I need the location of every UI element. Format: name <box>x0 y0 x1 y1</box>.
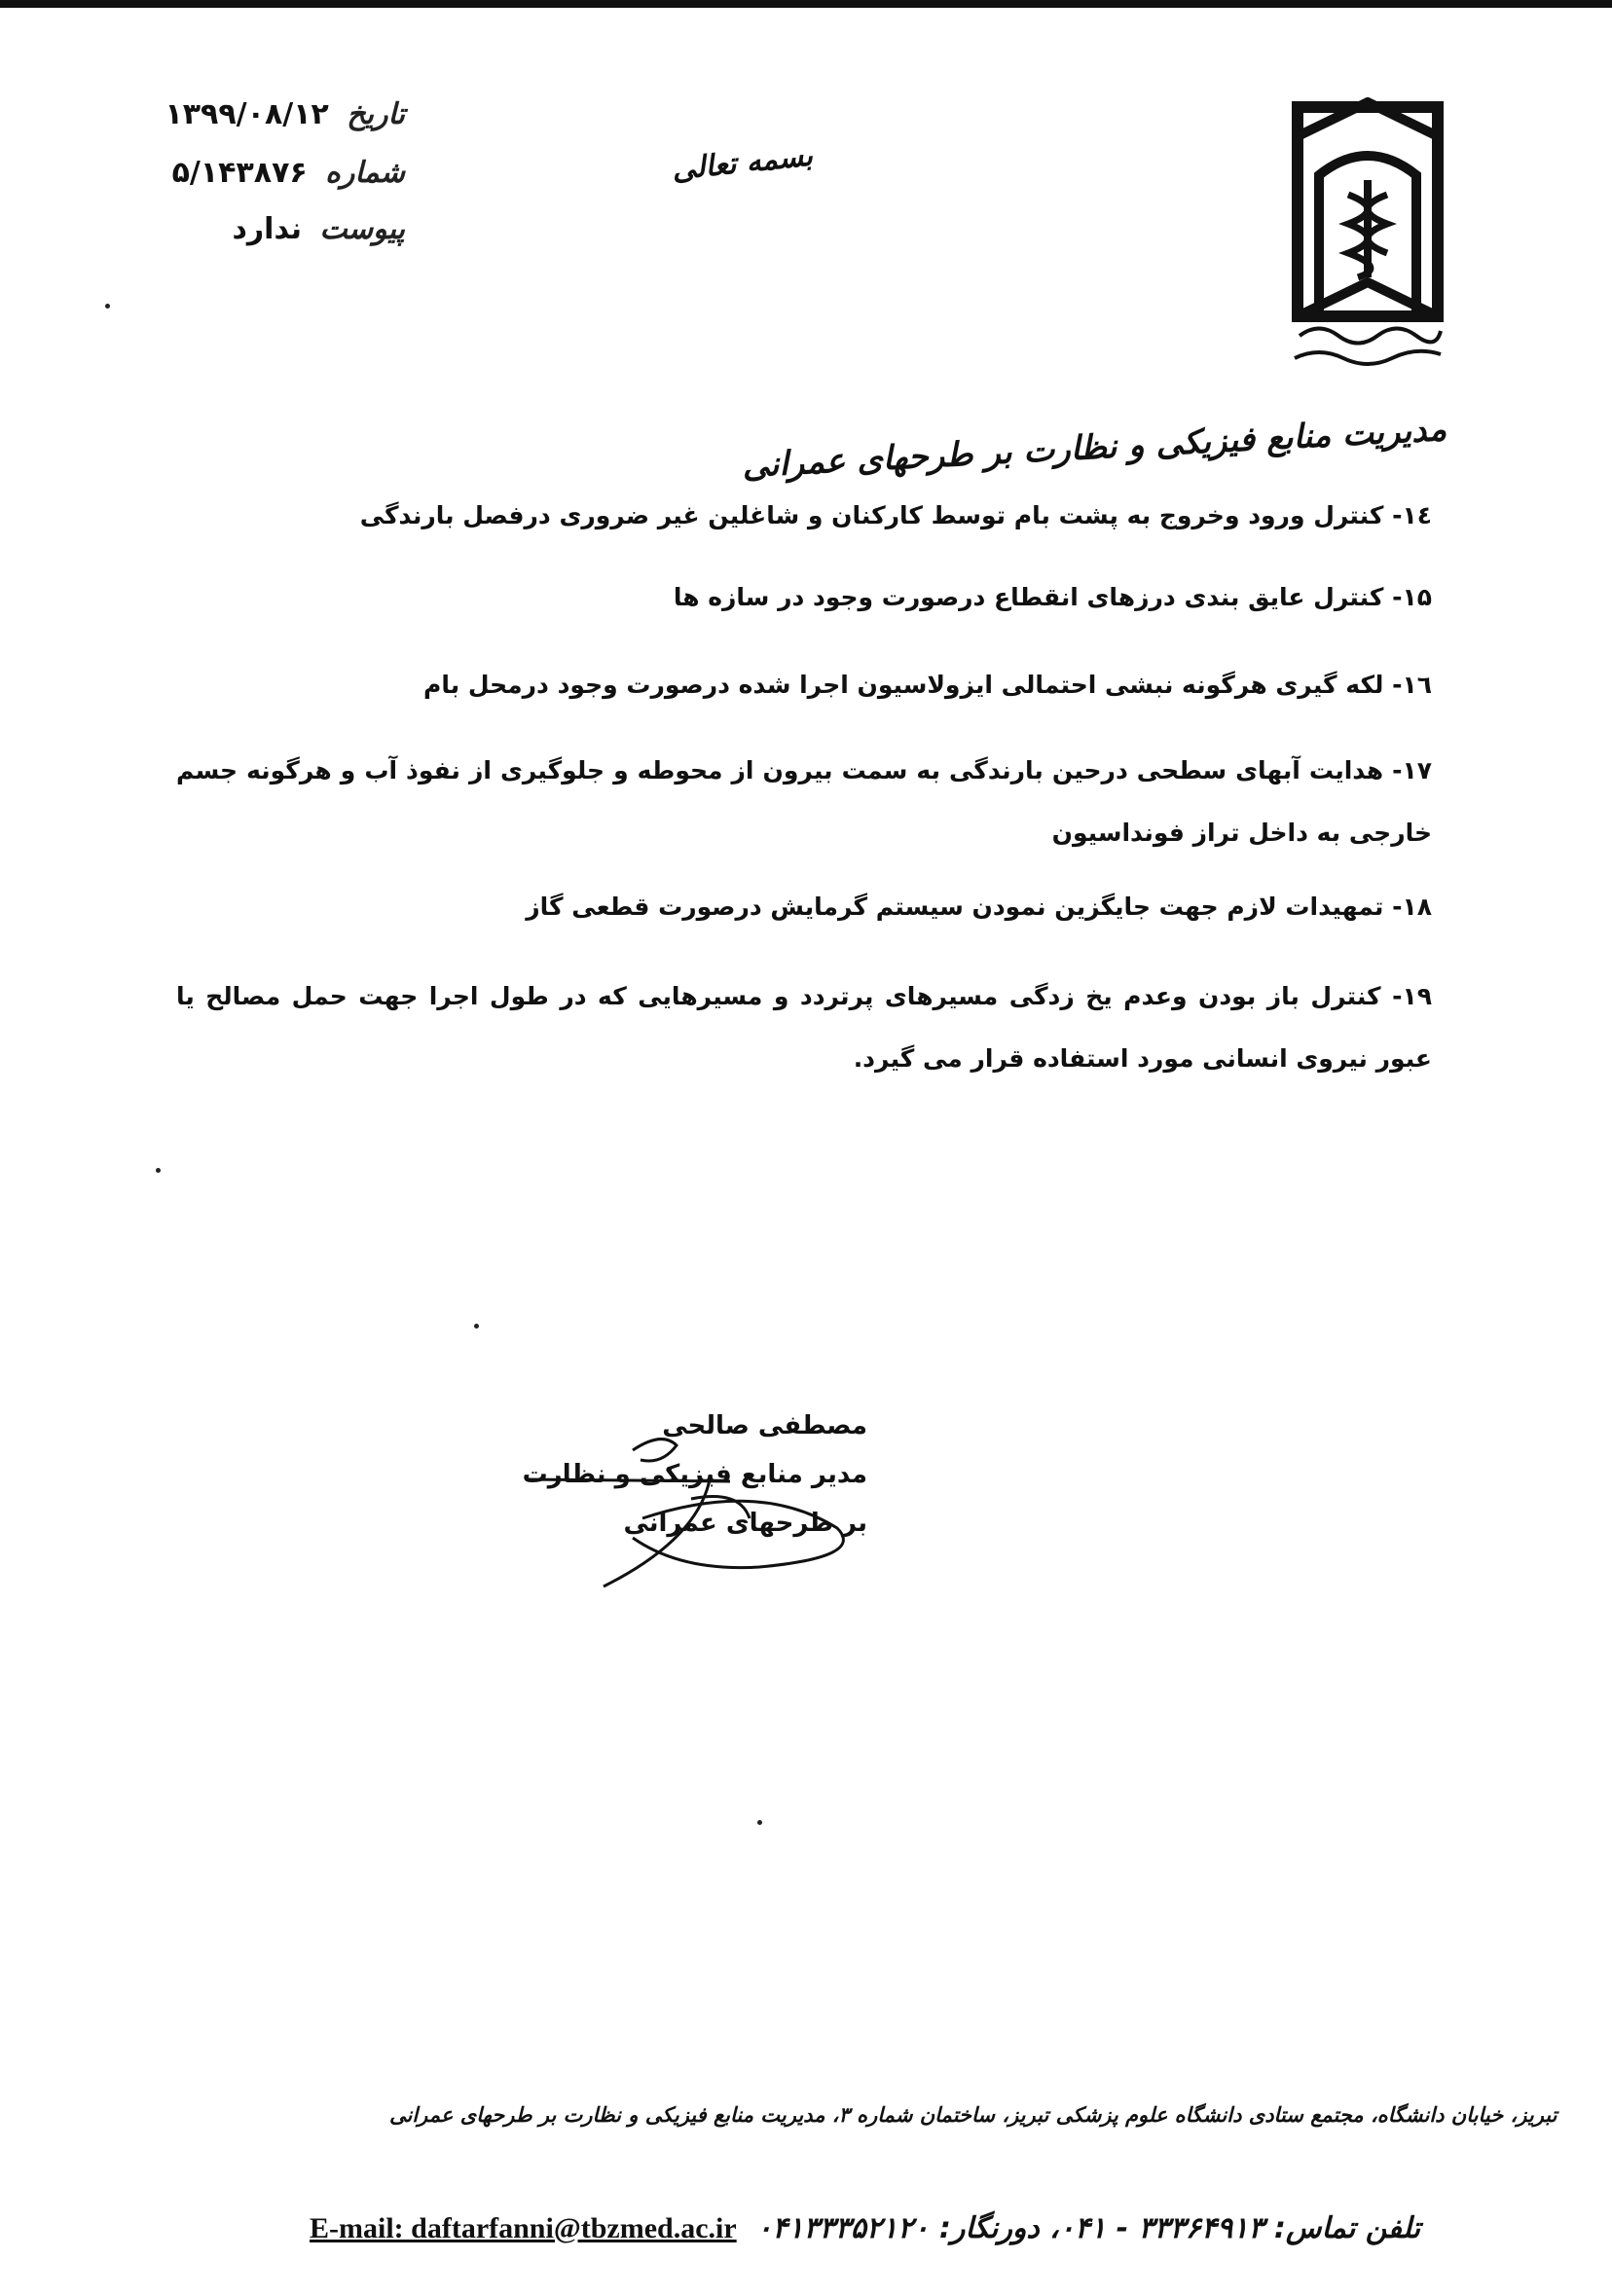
number-value: ۵/۱۴۳۸۷۶ <box>171 156 308 190</box>
date-value: ۱۳۹۹/۰۸/۱۲ <box>165 97 329 131</box>
list-item: ۱۵- کنترل عایق بندی درزهای انقطاع درصورت وجود در سازه ها <box>673 583 1432 611</box>
list-item: ۱۹- کنترل باز بودن وعدم یخ زدگی مسیرهای پرتردد و مسیرهایی که در طول اجرا جهت حمل مصالح یا عبور نیروی انسانی مورد استفاده قرار می گیرد. <box>176 982 1432 1073</box>
footer-email[interactable]: E-mail: daftarfanni@tbzmed.ac.ir <box>310 2212 737 2244</box>
university-logo <box>1290 97 1446 370</box>
footer-phones: تلفن تماس: ۳۳۳۶۴۹۱۳ - ۰۴۱، دورنگار: ۰۴۱۳۳۳۵۲۱۲۰ <box>756 2211 1421 2245</box>
number-label: شماره <box>325 156 405 190</box>
attachment-label: پیوست <box>319 212 405 246</box>
date-line <box>165 97 405 131</box>
signer-name: مصطفی صالحی <box>662 1411 867 1440</box>
attachment-line <box>233 212 406 246</box>
list-item: ۱٤- کنترل ورود وخروج به پشت بام توسط کارکنان و شاغلین غیر ضروری درفصل بارندگی <box>359 501 1432 529</box>
signature-block <box>523 1402 867 1548</box>
scan-speck <box>105 304 110 309</box>
top-border <box>0 0 1612 8</box>
signer-title-2: بر طرحهای عمرانی <box>623 1509 867 1538</box>
footer-contact <box>310 2211 1420 2245</box>
list-item: ۱٦- لکه گیری هرگونه نبشی احتمالی ایزولاسیون اجرا شده درصورت وجود درمحل بام <box>423 671 1432 699</box>
list-item: ۱۷- هدایت آبهای سطحی درحین بارندگی به سمت بیرون از محوطه و جلوگیری از نفوذ آب و هرگونه جسم خارجی به داخل تراز فونداسیون <box>176 756 1432 847</box>
signer-title: مدیر منابع فیزیکی و نظارت <box>522 1460 867 1489</box>
scan-speck <box>156 1168 161 1173</box>
bismillah-heading: بسمه تعالی <box>670 138 815 188</box>
footer-address: تبریز، خیابان دانشگاه، مجتمع ستادی دانشگاه علوم پزشکی تبریز، ساختمان شماره ۳، مدیریت منابع فیزیکی و نظارت بر طرحهای عمرانی <box>389 2102 1557 2127</box>
scan-speck <box>474 1324 479 1329</box>
list-item: ۱۸- تمهیدات لازم جهت جایگزین نمودن سیستم گرمایش درصورت قطعی گاز <box>526 893 1432 921</box>
scan-speck <box>757 1820 762 1825</box>
date-label: تاریخ <box>347 97 405 131</box>
department-title: مدیریت منابع فیزیکی و نظارت بر طرحهای عمرانی <box>740 410 1447 486</box>
number-line <box>172 156 405 190</box>
attachment-value: ندارد <box>232 212 303 246</box>
